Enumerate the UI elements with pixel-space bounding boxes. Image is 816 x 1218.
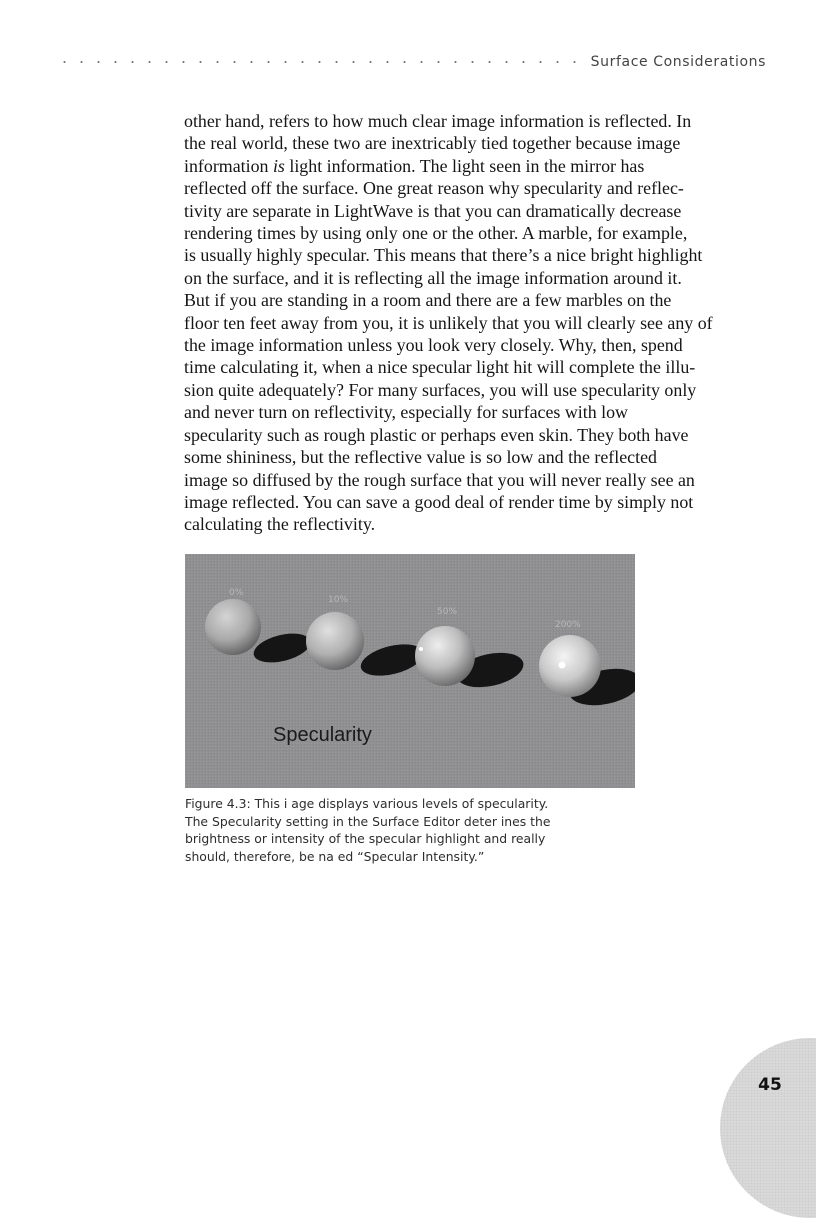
caption-line: brightness or intensity of the specular highlight and really [185,831,546,847]
sphere-0-percent [205,599,261,655]
body-italic-word: is [272,155,285,176]
sphere-200-percent [539,635,601,697]
body-line: tivity are separate in LightWave is that you can dramatically decrease [184,200,682,221]
body-line: other hand, refers to how much clear image information is reflected. In [184,111,692,131]
header-dot-leader [56,61,583,63]
body-line: image so diffused by the rough surface that you will never really see an [184,469,695,490]
body-text-segment: information [184,155,273,176]
specularity-figure [185,554,635,788]
body-line: sion quite adequately? For many surfaces, you will use specularity only [184,379,697,400]
body-line: But if you are standing in a room and there are a few marbles on the [184,290,672,311]
caption-line: Figure 4.3: This i age displays various levels of specularity. [185,796,549,811]
body-line: is usually highly specular. This means that there’s a nice bright highlight [184,245,703,266]
body-line: calculating the reflectivity. [184,514,376,535]
body-line [184,155,776,177]
specular-highlight [559,662,566,669]
caption-line: The Specularity setting in the Surface Editor deter ines the [185,813,551,829]
sphere-50-percent [415,626,475,686]
sphere-label-200: 200% [555,620,581,630]
figure-title-label: Specularity [273,724,372,746]
specularity-render [185,554,635,788]
body-line: rendering times by using only one or the other. A marble, for example, [184,223,688,244]
sphere-label-50: 50% [437,607,458,617]
body-line: floor ten feet away from you, it is unlikely that you will clearly see any of [184,312,713,333]
figure-caption [185,795,645,865]
body-line: the real world, these two are inextricably tied together because image [184,133,681,154]
body-line: some shininess, but the reflective value is so low and the reflected [184,447,657,468]
specular-highlight [419,647,423,651]
body-line: the image information unless you look very closely. Why, then, spend [184,335,683,356]
page-number-tab [720,1038,816,1218]
body-line: and never turn on reflectivity, especially for surfaces with low [184,402,628,423]
body-text-segment: light information. The light seen in the mirror has [284,155,645,176]
body-line: specularity such as rough plastic or perhaps even skin. They both have [184,424,689,445]
page-number: 45 [758,1075,782,1095]
body-paragraph [184,110,776,536]
caption-line: should, therefore, be na ed “Specular Intensity.” [185,848,485,864]
body-line: on the surface, and it is reflecting all the image information around it. [184,267,682,288]
body-line: reflected off the surface. One great reason why specularity and reflec- [184,178,684,199]
body-line: time calculating it, when a nice specular light hit will complete the illu- [184,357,696,378]
running-header [56,52,766,72]
sphere-label-0: 0% [229,588,244,598]
sphere-10-percent [306,612,364,670]
body-line: image reflected. You can save a good deal of render time by simply not [184,491,694,512]
sphere-label-10: 10% [328,595,349,605]
header-section-title: Surface Considerations [590,54,766,70]
